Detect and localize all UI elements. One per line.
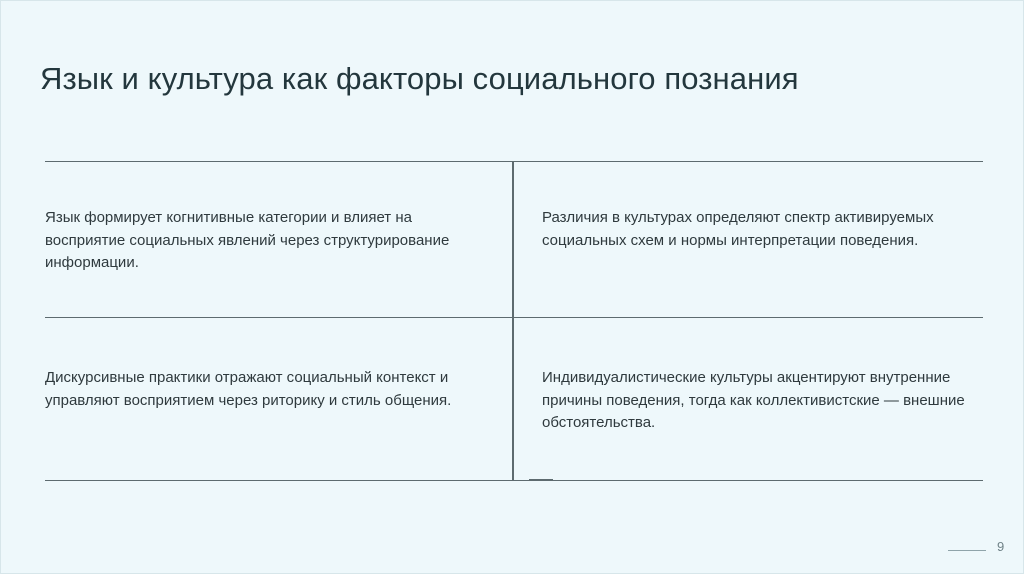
table-top-rule xyxy=(45,161,983,162)
table-cell-row2-col1: Дискурсивные практики отражают социальный контекст и управляют восприятием через риторику и стиль общения. xyxy=(45,369,452,409)
table-cell-row1-col1: Язык формирует когнитивные категории и влияет на восприятие социальных явлений через структурирование информации. xyxy=(45,209,450,271)
footer-rule xyxy=(948,550,986,551)
table-cell-row2-col2: Индивидуалистические культуры акцентируют внутренние причины поведения, тогда как коллективистские — внешние обстоятельства. xyxy=(542,369,965,431)
slide-title: Язык и культура как факторы социального познания xyxy=(40,61,799,96)
table-column-divider xyxy=(512,162,514,480)
table-cell-row1-col2: Различия в культурах определяют спектр активируемых социальных схем и нормы интерпретации поведения. xyxy=(542,209,934,249)
table-divider-tick xyxy=(529,479,553,481)
table-bottom-rule xyxy=(45,480,983,481)
table-middle-rule xyxy=(45,317,983,318)
page-number: 9 xyxy=(997,539,1005,554)
